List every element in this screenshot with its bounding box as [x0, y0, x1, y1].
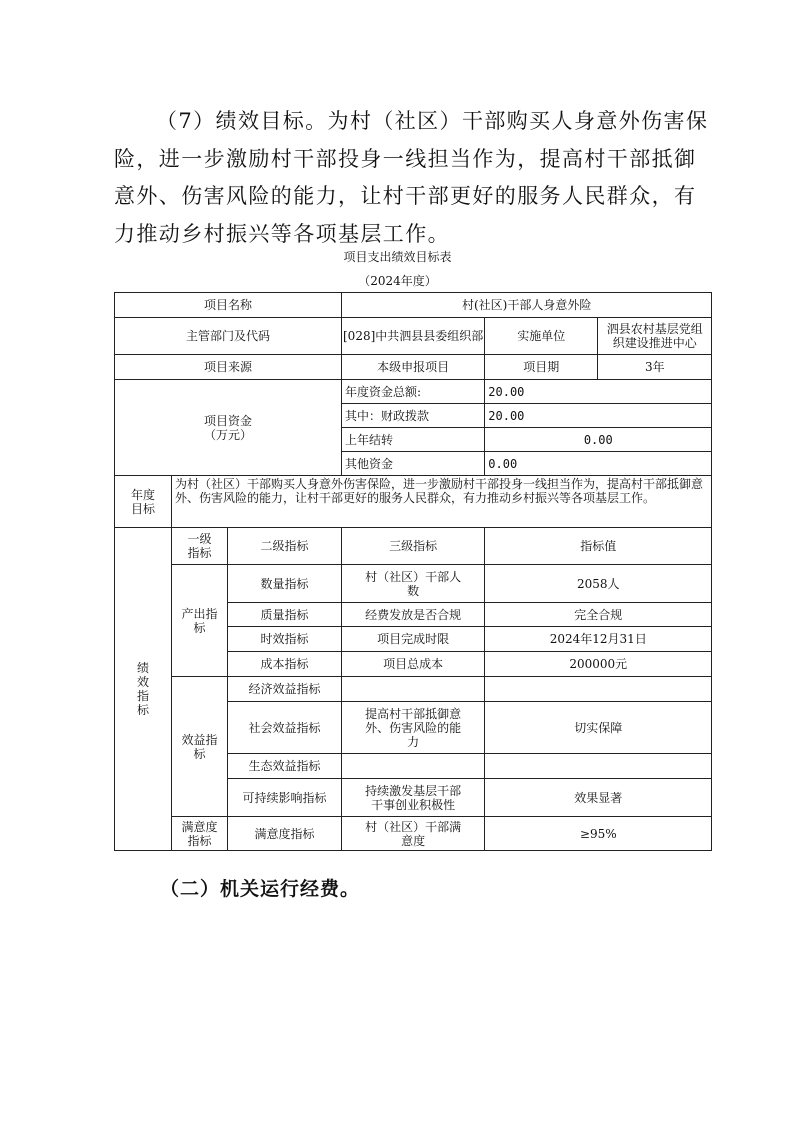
output-l2: 成本指标 [228, 652, 342, 677]
annual-goal-label: 年度 目标 [115, 476, 172, 528]
intro-paragraph [114, 103, 709, 253]
source-value: 本级申报项目 [342, 355, 485, 380]
output-l2: 时效指标 [228, 627, 342, 652]
funds-fiscal-label: 其中：财政拨款 [342, 404, 485, 428]
impl-value: 泗县农村基层党组织建设推进中心 [598, 318, 712, 355]
table-row [115, 293, 712, 318]
satisfaction-l2: 满意度指标 [228, 817, 342, 851]
output-indicator-label: 产出指 标 [172, 565, 228, 677]
intro-line-4: 力推动乡村振兴等各项基层工作。 [114, 221, 450, 246]
funds-other-value: 0.00 [485, 452, 712, 476]
benefit-l3: 提高村干部抵御意 外、伤害风险的能 力 [342, 702, 485, 754]
table-row [115, 355, 712, 380]
table-row [115, 380, 712, 404]
benefit-l2: 经济效益指标 [228, 677, 342, 702]
intro-line-2: 险，进一步激励村干部投身一线担当作为，提高村干部抵御 [114, 146, 697, 171]
funds-fiscal-value: 20.00 [485, 404, 712, 428]
benefit-l3: 持续激发基层干部 干事创业积极性 [342, 779, 485, 817]
output-l3: 经费发放是否合规 [342, 603, 485, 627]
benefit-value [485, 754, 712, 779]
period-value: 3年 [598, 355, 712, 380]
satisfaction-l3: 村（社区）干部满 意度 [342, 817, 485, 851]
benefit-l3 [342, 677, 485, 702]
output-value: 2024年12月31日 [485, 627, 712, 652]
table-row [115, 318, 712, 355]
benefit-value [485, 677, 712, 702]
project-name-label: 项目名称 [115, 293, 342, 318]
annual-goal-text: 为村（社区）干部购买人身意外伤害保险，进一步激励村干部投身一线担当作为，提高村干部抵御意外、伤害风险的能力，让村干部更好的服务人民群众，有力推动乡村振兴等各项基层工作。 [172, 476, 712, 528]
funds-total-value: 20.00 [485, 380, 712, 404]
benefit-l3 [342, 754, 485, 779]
benefit-l2: 可持续影响指标 [228, 779, 342, 817]
section-heading: （二）机关运行经费。 [160, 878, 361, 900]
funds-carryover-label: 上年结转 [342, 428, 485, 452]
funds-total-label: 年度资金总额: [342, 380, 485, 404]
funds-other-label: 其他资金 [342, 452, 485, 476]
benefit-l2: 社会效益指标 [228, 702, 342, 754]
output-l3: 村（社区）干部人 数 [342, 565, 485, 603]
benefit-indicator-label: 效益指 标 [172, 677, 228, 817]
table-row [115, 817, 712, 851]
table-year: （2024年度） [358, 274, 437, 288]
output-value: 完全合规 [485, 603, 712, 627]
intro-line-3: 意外、伤害风险的能力，让村干部更好的服务人民群众，有 [114, 184, 697, 208]
funds-label: 项目资金 （万元） [115, 380, 342, 476]
period-label: 项目期 [485, 355, 598, 380]
output-value: 200000元 [485, 652, 712, 677]
header-l3: 三级指标 [342, 528, 485, 565]
output-l3: 项目总成本 [342, 652, 485, 677]
benefit-l2: 生态效益指标 [228, 754, 342, 779]
impl-label: 实施单位 [485, 318, 598, 355]
dept-label: 主管部门及代码 [115, 318, 342, 355]
project-name-value: 村(社区)干部人身意外险 [342, 293, 712, 318]
benefit-value: 切实保障 [485, 702, 712, 754]
table-title: 项目支出绩效目标表 [343, 250, 452, 264]
header-l2: 二级指标 [228, 528, 342, 565]
table-row [115, 677, 712, 702]
table-row [115, 476, 712, 528]
header-l1: 一级 指标 [172, 528, 228, 565]
output-l3: 项目完成时限 [342, 627, 485, 652]
table-row [115, 565, 712, 603]
satisfaction-value: ≥95% [485, 817, 712, 851]
satisfaction-indicator-label: 满意度 指标 [172, 817, 228, 851]
funds-carryover-value: 0.00 [485, 428, 712, 452]
performance-label: 绩 效 指 标 [115, 528, 172, 851]
source-label: 项目来源 [115, 355, 342, 380]
output-l2: 质量指标 [228, 603, 342, 627]
table-row [115, 528, 712, 565]
output-l2: 数量指标 [228, 565, 342, 603]
performance-table [114, 292, 712, 851]
dept-value: [028]中共泗县县委组织部 [342, 318, 485, 355]
benefit-value: 效果显著 [485, 779, 712, 817]
header-value: 指标值 [485, 528, 712, 565]
output-value: 2058人 [485, 565, 712, 603]
intro-line-1: （7）绩效目标。为村（社区）干部购买人身意外伤害保 [156, 109, 709, 133]
